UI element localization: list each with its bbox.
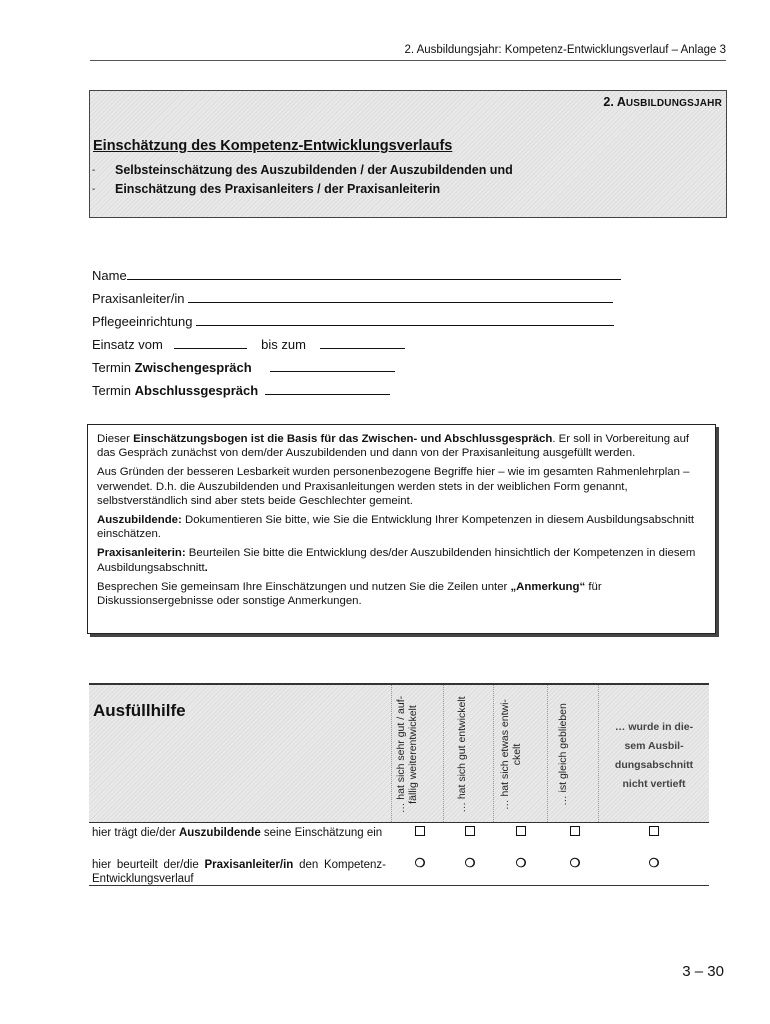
- info-paragraph: Aus Gründen der besseren Lesbarkeit wurden personenbezogene Begriffe hier – wie im gesamten Rahmenlehrplan – verwendet. D.h. die Auszubildenden und Praxisanleitungen werden stets in der weiblichen Form genannt, selbstverständlich sind aber stets beide Geschlechter gemeint.: [97, 466, 690, 507]
- info-paragraph: Besprechen Sie gemeinsam Ihre Einschätzungen und nutzen Sie die Zeilen unter „Anmerkung“ für Diskussionsergebnisse oder sonstige Anmerkungen.: [97, 580, 602, 608]
- running-header: 2. Ausbildungsjahr: Kompetenz-Entwicklungsverlauf – Anlage 3: [404, 44, 726, 56]
- bullet-item: - Selbsteinschätzung des Auszubildenden / der Auszubildenden und: [92, 163, 513, 177]
- table-row-auszubildende-text: hier trägt die/der Auszubildende seine Einschätzung ein: [92, 827, 383, 839]
- info-paragraph: Dieser Einschätzungsbogen ist die Basis für das Zwischen- und Abschlussgespräch. Er soll in Vorbereitung auf das Gespräch zunächst von dem/der Auszubildenden und dann von der Praxisanleitung ausgefüllt werden.: [97, 433, 690, 460]
- abschlussgespraech-field[interactable]: Termin Abschlussgespräch: [92, 382, 390, 398]
- einsatz-field[interactable]: Einsatz vom bis zum: [92, 336, 405, 352]
- table-bottom-rule: [89, 885, 709, 886]
- table-row-praxisanleiter-text: hier beurteilt der/die Praxisanleiter/in den Kompetenz-Entwicklungsverlauf: [92, 859, 386, 885]
- zwischengespraech-field[interactable]: Termin Zwischengespräch: [92, 359, 395, 375]
- checkbox-square-icon: [516, 826, 526, 836]
- info-box: [87, 424, 716, 634]
- column-separator: [443, 685, 444, 822]
- name-field[interactable]: Name: [92, 267, 621, 283]
- column-header-nicht-vertieft: … wurde in die- sem Ausbil- dungsabschnitt nicht vertieft: [614, 721, 694, 790]
- info-paragraph: Auszubildende: Dokumentieren Sie bitte, wie Sie die Entwicklung Ihrer Kompetenzen in diesem Ausbildungsabschnitt einschätzen.: [97, 514, 695, 541]
- column-header-etwas: … hat sich etwas entwi- ckelt: [499, 699, 523, 810]
- checkbox-square-icon: [465, 826, 475, 836]
- checkbox-gleich[interactable]: [568, 825, 582, 839]
- radio-circle-icon[interactable]: ❍: [648, 856, 660, 870]
- bullet-dash: -: [92, 165, 96, 176]
- checkbox-square-icon: [570, 826, 580, 836]
- column-separator: [547, 685, 548, 822]
- main-title: Einschätzung des Kompetenz-Entwicklungsverlaufs: [93, 138, 453, 154]
- title-box: [89, 90, 727, 218]
- column-header-sehr-gut: … hat sich sehr gut / auf- fällig weiterentwickelt: [395, 695, 419, 814]
- column-header-gleich: … ist gleich geblieben: [557, 703, 569, 806]
- praxisanleiter-field[interactable]: Praxisanleiter/in: [92, 290, 613, 306]
- bullet-dash: -: [92, 184, 96, 195]
- checkbox-gut[interactable]: [463, 825, 477, 839]
- checkbox-etwas[interactable]: [514, 825, 528, 839]
- year-label: 2. AUSBILDUNGSJAHR: [603, 95, 722, 109]
- pflegeeinrichtung-field[interactable]: Pflegeeinrichtung: [92, 313, 614, 329]
- table-header-rule: [89, 822, 709, 823]
- column-separator: [493, 685, 494, 822]
- info-paragraph: Praxisanleiterin: Beurteilen Sie bitte die Entwicklung des/der Auszubildenden hinsichtlich der Kompetenzen in diesem Ausbildungsabschnitt.: [97, 547, 696, 574]
- radio-circle-icon[interactable]: ❍: [414, 856, 426, 870]
- page-number: 3 – 30: [682, 963, 724, 980]
- radio-circle-icon[interactable]: ❍: [464, 856, 476, 870]
- checkbox-square-icon: [649, 826, 659, 836]
- header-rule: [90, 60, 726, 61]
- bullet-item: - Einschätzung des Praxisanleiters / der Praxisanleiterin: [92, 182, 441, 196]
- table-title: Ausfüllhilfe: [93, 701, 186, 720]
- checkbox-nicht-vertieft[interactable]: [647, 825, 661, 839]
- checkbox-sehr-gut[interactable]: [413, 825, 427, 839]
- radio-circle-icon[interactable]: ❍: [569, 856, 581, 870]
- bullet-list: [92, 163, 612, 197]
- radio-circle-icon[interactable]: ❍: [515, 856, 527, 870]
- checkbox-square-icon: [415, 826, 425, 836]
- column-header-gut: … hat sich gut entwickelt: [456, 696, 468, 813]
- column-separator: [391, 685, 392, 822]
